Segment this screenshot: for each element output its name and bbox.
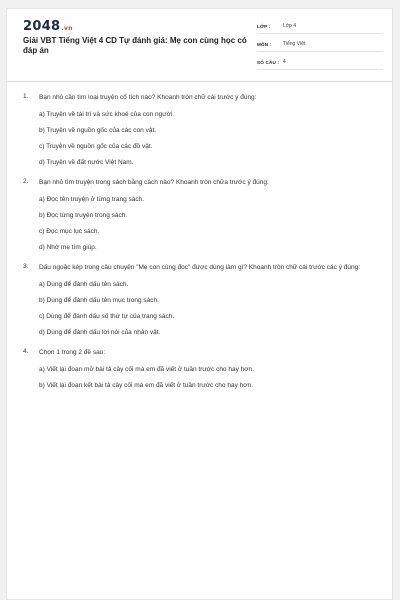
meta-info xyxy=(257,19,383,73)
question-4 xyxy=(7,348,392,390)
question-text: Bạn nhỏ tìm truyện trong sách bằng cách nào? Khoanh tròn chữa trước ý đúng: xyxy=(39,179,269,186)
question-text: Bạn nhỏ cần tìm loại truyện cổ tích nào? Khoanh tròn chữ cái trước ý đúng: xyxy=(39,94,257,101)
answer-option: b) Đọc từng truyện trong sách. xyxy=(39,212,128,219)
meta-value: Lớp 4 xyxy=(283,23,297,29)
answer-option: b) Viết lại đoạn kết bài tả cây cối mà em đã viết ở tuần trước cho hay hơn. xyxy=(39,382,253,389)
answer-option: d) Nhờ mẹ tìm giúp. xyxy=(39,244,97,251)
question-text: Chọn 1 trong 2 đề sau: xyxy=(39,349,106,356)
answer-option: d) Truyện về đất nước Việt Nam. xyxy=(39,159,134,166)
meta-row-count xyxy=(257,55,383,70)
question-number: 4. xyxy=(23,348,29,355)
answer-option: b) Truyện về nguồn gốc của các con vật. xyxy=(39,127,157,134)
question-2 xyxy=(7,178,392,252)
meta-label: MÔN : xyxy=(257,41,272,47)
answer-option: c) Đọc mục lục sách. xyxy=(39,228,100,235)
question-list xyxy=(7,93,392,401)
answer-option: c) Truyện về nguồn gốc của các đồ vật. xyxy=(39,143,153,150)
question-number: 3. xyxy=(23,263,29,270)
document-title: Giải VBT Tiếng Việt 4 CD Tự đánh giá: Mẹ con cùng học có đáp án xyxy=(23,36,247,55)
site-logo[interactable] xyxy=(23,19,73,34)
document-page xyxy=(6,8,393,600)
answer-option: a) Viết lại đoạn mở bài tả cây cối mà em đã viết ở tuần trước cho hay hơn. xyxy=(39,366,254,373)
document-header xyxy=(7,9,392,73)
meta-label: LỚP : xyxy=(257,23,271,29)
question-number: 1. xyxy=(23,93,29,100)
question-number: 2. xyxy=(23,178,29,185)
meta-value: 4 xyxy=(283,59,286,65)
meta-row-class xyxy=(257,19,383,34)
answer-option: d) Dùng để đánh dấu lời nói của nhân vật. xyxy=(39,329,161,336)
answer-option: a) Đọc tên truyện ở từng trang sách. xyxy=(39,196,145,203)
logo-suffix: .vn xyxy=(61,25,73,32)
question-1 xyxy=(7,93,392,167)
meta-row-subject xyxy=(257,37,383,52)
logo-text: 2048 xyxy=(23,19,61,34)
meta-label: SỐ CÂU : xyxy=(257,59,280,65)
answer-option: b) Dùng để đánh dấu tên mục trong sách. xyxy=(39,297,159,304)
header-divider xyxy=(7,81,392,82)
question-text: Dấu ngoặc kép trong câu chuyện "Mẹ con cùng đọc" được dùng làm gì? Khoanh tròn chữ cái trước các ý đúng: xyxy=(39,264,361,271)
question-3 xyxy=(7,263,392,337)
answer-option: a) Dùng để đánh dấu tên sách. xyxy=(39,281,129,288)
meta-value: Tiếng Việt xyxy=(283,41,306,47)
answer-option: c) Dùng để đánh dấu số thứ tự của trang sách. xyxy=(39,313,175,320)
answer-option: a) Truyện về tài trí và sức khoẻ của con người. xyxy=(39,111,175,118)
